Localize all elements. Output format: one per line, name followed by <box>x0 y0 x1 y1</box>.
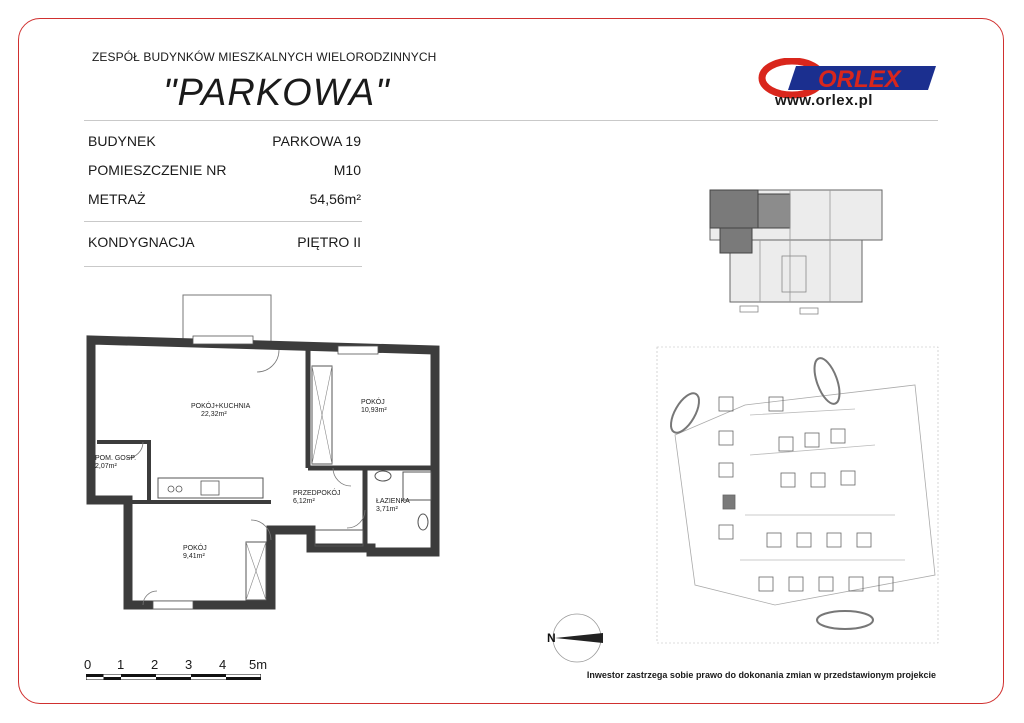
svg-text:N: N <box>547 631 556 645</box>
room-label-living-kitchen: POKÓJ+KUCHNIA <box>191 403 251 410</box>
scale-tick-1: 1 <box>117 657 125 672</box>
scale-tick-5: 5m <box>249 657 268 672</box>
detail-label-building: BUDYNEK <box>88 133 156 149</box>
washbasin <box>375 471 391 481</box>
room-label-hallway: PRZEDPOKÓJ <box>293 490 341 497</box>
room-label-room: POKÓJ <box>183 545 207 552</box>
header-divider <box>84 120 938 121</box>
detail-value-unit: M10 <box>333 162 361 178</box>
svg-text:ORLEX: ORLEX <box>818 66 901 93</box>
detail-value-area: 54,56m² <box>309 191 361 207</box>
room-label-utility: POM. GOSP. <box>95 455 137 462</box>
building-key-plan <box>700 178 890 318</box>
room-area-hallway: 6,12m² <box>293 498 315 505</box>
room-area-bathroom: 3,71m² <box>376 506 398 513</box>
website-url: www.orlex.pl <box>775 92 873 109</box>
detail-value-floor: PIĘTRO II <box>297 234 361 250</box>
room-label-bathroom: ŁAZIENKA <box>376 498 410 505</box>
floor-plan <box>83 290 453 630</box>
scale-tick-3: 3 <box>185 657 193 672</box>
highlighted-unit <box>710 190 758 228</box>
toilet <box>418 514 428 530</box>
investor-disclaimer: Inwestor zastrzega sobie prawo do dokonania zmian w przedstawionym projekcie <box>586 670 936 680</box>
detail-label-area: METRAŻ <box>88 191 146 207</box>
room-area-utility: 2,07m² <box>95 463 117 470</box>
room-area-room: 9,41m² <box>183 553 205 560</box>
outer-walls <box>91 340 435 605</box>
project-name: "PARKOWA" <box>163 72 390 114</box>
scale-tick-4: 4 <box>219 657 227 672</box>
room-label-bedroom: POKÓJ <box>361 399 385 406</box>
detail-value-building: PARKOWA 19 <box>272 133 361 149</box>
shower <box>403 472 431 500</box>
details-divider <box>84 221 362 222</box>
site-plan <box>655 345 940 645</box>
north-arrow <box>545 608 609 668</box>
room-area-living-kitchen: 22,32m² <box>201 411 227 418</box>
scale-bar <box>86 674 261 680</box>
details-bottom-divider <box>84 266 362 267</box>
detail-label-unit: POMIESZCZENIE NR <box>88 162 227 178</box>
room-area-bedroom: 10,93m² <box>361 407 387 414</box>
scale-tick-2: 2 <box>151 657 159 672</box>
detail-label-floor: KONDYGNACJA <box>88 234 195 250</box>
complex-name: ZESPÓŁ BUDYNKÓW MIESZKALNYCH WIELORODZINNYCH <box>92 50 437 64</box>
scale-tick-0: 0 <box>84 657 92 672</box>
